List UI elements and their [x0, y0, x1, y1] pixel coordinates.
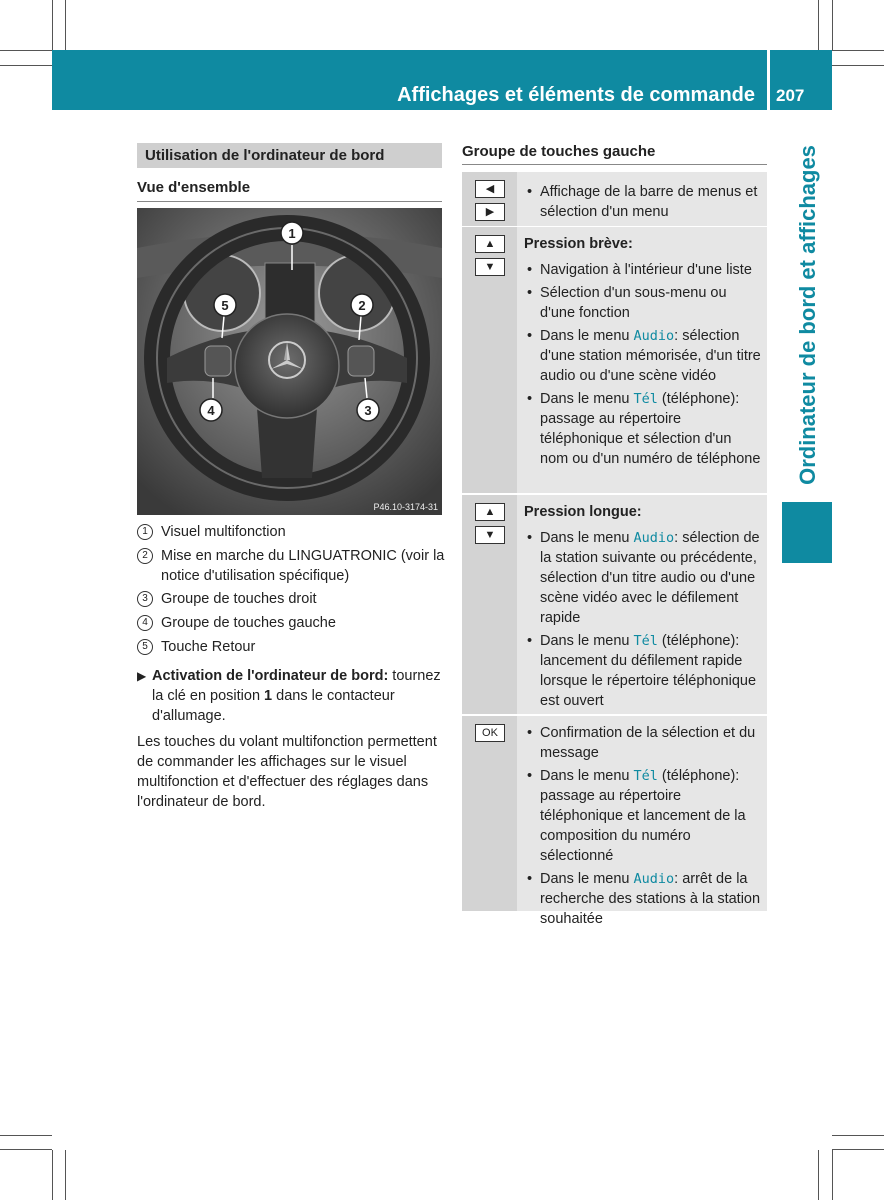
list-item: • Dans le menu Tél (téléphone): passage au répertoire téléphonique et sélection d'un nom ou d'un numéro de téléphone [524, 389, 762, 469]
divider [462, 164, 767, 165]
crop-mark [818, 1150, 819, 1200]
legend-item [137, 522, 447, 542]
arrow-right-icon: ▶ [137, 669, 147, 683]
side-chapter-tab [782, 130, 834, 500]
activation-text: dans le contacteur d'allumage. [152, 688, 395, 724]
row-content [524, 723, 762, 932]
svg-text:3: 3 [364, 403, 372, 418]
legend-text: Groupe de touches gauche [161, 615, 336, 631]
legend-number: 2 [137, 548, 153, 564]
menu-code: Tél [633, 633, 658, 649]
ok-key-icon: OK [475, 724, 505, 742]
up-arrow-key-icon: ▲ [475, 235, 505, 253]
list-item: • Dans le menu Audio: arrêt de la recherche des stations à la station souhaitée [524, 869, 762, 929]
list-item: • Dans le menu Audio: sélection de la station suivante ou précédente, sélection d'un titre audio ou d'une scène vidéo avec le défilement rapide [524, 528, 762, 628]
crop-mark [0, 1135, 52, 1136]
list-item: • Dans le menu Audio: sélection d'une station mémorisée, d'un titre audio ou d'une scène vidéo [524, 326, 762, 386]
down-arrow-key-icon: ▼ [475, 258, 505, 276]
legend-text: Groupe de touches droit [161, 591, 317, 607]
legend-text: Mise en marche du LINGUATRONIC (voir la notice d'utilisation spécifique) [161, 548, 445, 584]
list-item: • Dans le menu Tél (téléphone): passage au répertoire téléphonique et lancement de la composition du numéro sélectionné [524, 766, 762, 866]
right-arrow-key-icon: ▶ [475, 203, 505, 221]
menu-code: Tél [633, 768, 658, 784]
table-row [462, 495, 767, 714]
key-column [462, 227, 517, 493]
crop-mark [832, 0, 833, 50]
crop-mark [832, 65, 884, 66]
legend-number: 5 [137, 639, 153, 655]
left-arrow-key-icon: ◀ [475, 180, 505, 198]
row-content [524, 234, 762, 472]
legend-item [137, 637, 447, 657]
list-item: • Navigation à l'intérieur d'une liste [524, 260, 762, 280]
menu-code: Audio [633, 328, 675, 344]
row-content [524, 502, 762, 714]
crop-mark [0, 65, 52, 66]
crop-mark [832, 50, 884, 51]
row-content [524, 182, 762, 225]
activation-text: tournez la clé en position [152, 668, 441, 704]
menu-code: Audio [633, 871, 675, 887]
key-column [462, 716, 517, 911]
body-paragraph: Les touches du volant multifonction permettent de commander les affichages sur le visuel multifonction et d'effectuer des réglages dans l'ordinateur de bord. [137, 734, 437, 810]
list-item: • Dans le menu Tél (téléphone): lancement du défilement rapide lorsque le répertoire téléphonique est ouvert [524, 631, 762, 711]
page-number-band [770, 50, 832, 110]
steering-wheel-image [137, 208, 442, 515]
legend-text: Touche Retour [161, 639, 256, 655]
callout-2 [351, 294, 373, 316]
menu-code: Tél [633, 391, 658, 407]
callout-1 [281, 222, 303, 244]
crop-mark [832, 1135, 884, 1136]
table-title: Groupe de touches gauche [462, 143, 656, 160]
key-column [462, 172, 517, 226]
activation-lead: Activation de l'ordinateur de bord: [152, 668, 389, 684]
down-arrow-key-icon: ▼ [475, 526, 505, 544]
svg-text:2: 2 [358, 298, 366, 313]
row-heading: Pression brève: [524, 236, 633, 252]
legend-number: 4 [137, 615, 153, 631]
table-row [462, 227, 767, 493]
callout-4 [200, 399, 222, 421]
crop-mark [832, 1149, 884, 1150]
page-header-title: Affichages et éléments de commande [397, 84, 755, 106]
image-reference-code: P46.10-3174-31 [373, 502, 438, 512]
table-row [462, 172, 767, 226]
svg-text:5: 5 [221, 298, 229, 313]
list-item: • Affichage de la barre de menus et sélection d'un menu [524, 182, 762, 222]
row-heading: Pression longue: [524, 504, 642, 520]
side-chapter-marker [782, 502, 832, 563]
crop-mark [0, 1149, 52, 1150]
legend-item [137, 589, 447, 609]
activation-instruction [137, 666, 444, 726]
callout-5 [214, 294, 236, 316]
svg-text:4: 4 [207, 403, 215, 418]
crop-mark [52, 0, 53, 50]
legend-number: 1 [137, 524, 153, 540]
legend-number: 3 [137, 591, 153, 607]
svg-text:1: 1 [288, 226, 296, 241]
crop-mark [52, 1150, 53, 1200]
page-number: 207 [776, 86, 805, 105]
side-chapter-label: Ordinateur de bord et affichages [795, 145, 820, 485]
crop-mark [832, 1150, 833, 1200]
legend-item [137, 546, 447, 586]
steering-wheel-illustration [137, 208, 442, 515]
up-arrow-key-icon: ▲ [475, 503, 505, 521]
legend-text: Visuel multifonction [161, 524, 286, 540]
key-column [462, 495, 517, 714]
crop-mark [0, 50, 52, 51]
list-item: • Sélection d'un sous-menu ou d'une fonction [524, 283, 762, 323]
legend-item [137, 613, 447, 633]
table-row [462, 716, 767, 927]
list-item: • Confirmation de la sélection et du message [524, 723, 762, 763]
callout-3 [357, 399, 379, 421]
crop-mark [65, 1150, 66, 1200]
header-band [52, 50, 767, 110]
crop-mark [818, 0, 819, 50]
activation-position: 1 [264, 688, 273, 704]
section-title: Utilisation de l'ordinateur de bord [137, 143, 442, 168]
menu-code: Audio [633, 530, 675, 546]
subsection-title: Vue d'ensemble [137, 179, 442, 202]
crop-mark [65, 0, 66, 50]
